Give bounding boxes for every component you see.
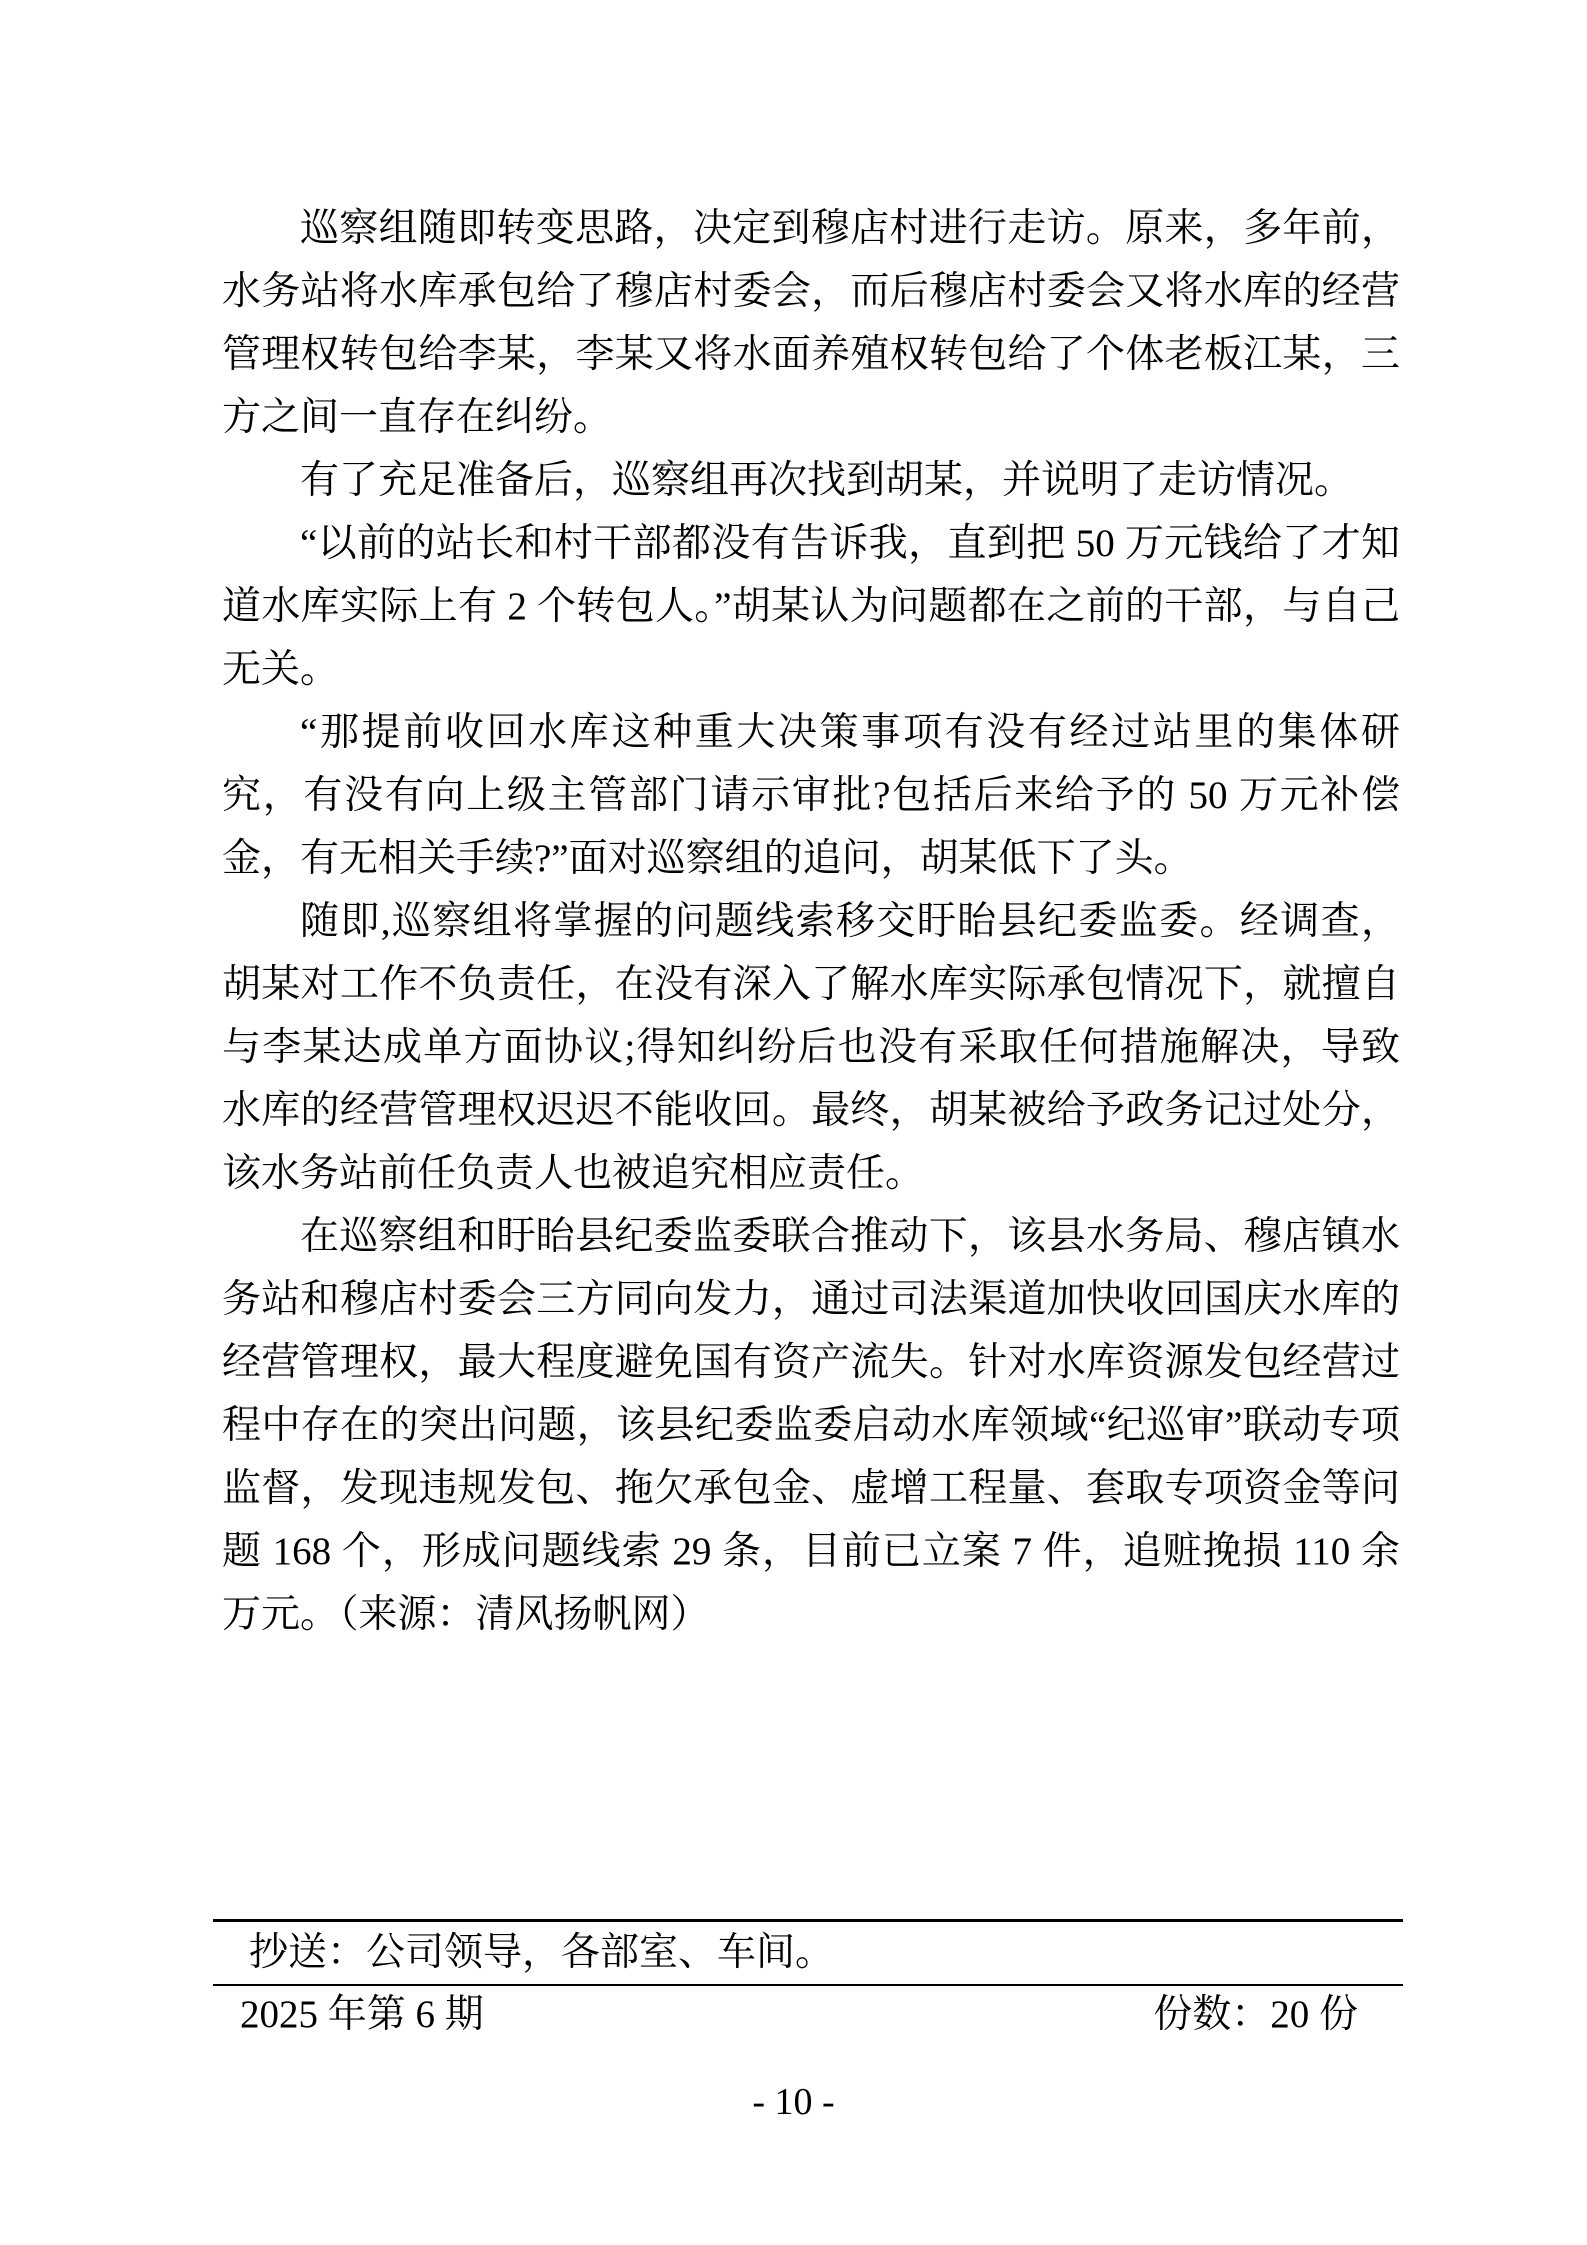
body-paragraph: 巡察组随即转变思路，决定到穆店村进行走访。原来，多年前，水务站将水库承包给了穆店村委会，而后穆店村委会又将水库的经营管理权转包给李某，李某又将水面养殖权转包给了个体老板江某，三方之间一直存在纠纷。: [222, 207, 1400, 439]
body-paragraph: 在巡察组和盱眙县纪委监委联合推动下，该县水务局、穆店镇水务站和穆店村委会三方同向发力，通过司法渠道加快收回国庆水库的经营管理权，最大程度避免国有资产流失。针对水库资源发包经营过程中存在的突出问题，该县纪委监委启动水库领域“纪巡审”联动专项监督，发现违规发包、拖欠承包金、虚增工程量、套取专项资金等问题 168 个，形成问题线索 29 条，目前已立案 7 件，追赃挽损 110 余万元。（来源：清风扬帆网）: [222, 1215, 1400, 1636]
footer-copy-line: 抄送：公司领导，各部室、车间。: [249, 1931, 835, 1974]
page-number: - 10 -: [752, 2081, 835, 2123]
footer-issue-label: 2025 年第 6 期: [240, 1993, 484, 2036]
body-paragraph: “那提前收回水库这种重大决策事项有没有经过站里的集体研究，有没有向上级主管部门请示审批?包括后来给予的 50 万元补偿金，有无相关手续?”面对巡察组的追问，胡某低下了头。: [222, 711, 1400, 880]
body-paragraph: “以前的站长和村干部都没有告诉我，直到把 50 万元钱给了才知道水库实际上有 2 个转包人。”胡某认为问题都在之前的干部，与自己无关。: [222, 522, 1400, 691]
body-paragraph: 随即,巡察组将掌握的问题线索移交盱眙县纪委监委。经调查，胡某对工作不负责任，在没有深入了解水库实际承包情况下，就擅自与李某达成单方面协议;得知纠纷后也没有采取任何措施解决，导致水库的经营管理权迟迟不能收回。最终，胡某被给予政务记过处分，该水务站前任负责人也被追究相应责任。: [222, 900, 1400, 1195]
body-paragraph: 有了充足准备后，巡察组再次找到胡某，并说明了走访情况。: [300, 459, 1354, 502]
footer-copies-label: 份数：20 份: [1153, 1993, 1358, 2036]
footer-rule-bottom: [213, 1984, 1403, 1986]
document-body: [222, 197, 1400, 1646]
footer-meta-row: [213, 1988, 1403, 2042]
